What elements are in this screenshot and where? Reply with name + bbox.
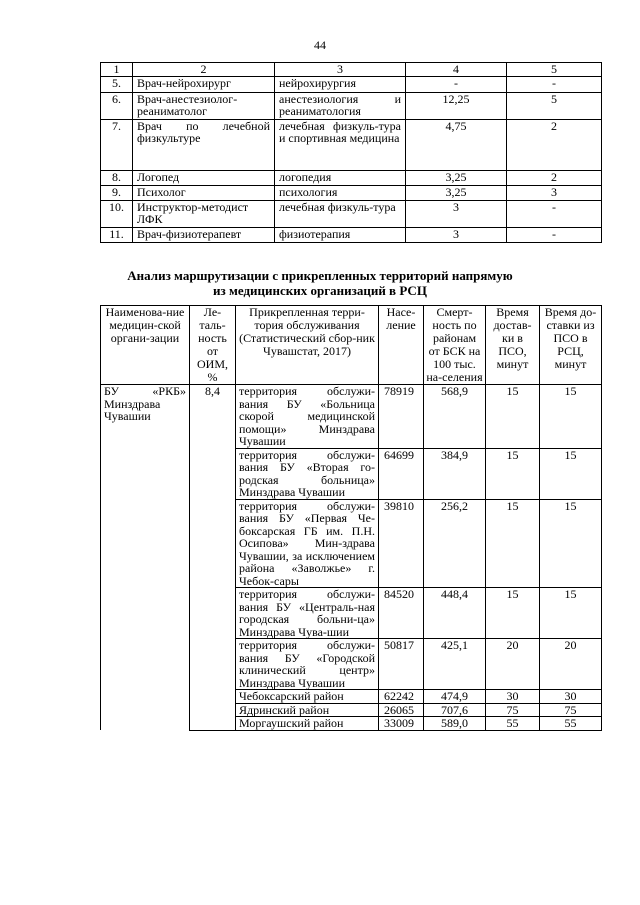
value-cell: -	[507, 200, 602, 227]
position-cell: Инструктор-методист ЛФК	[133, 200, 275, 227]
header-lethality: Ле-таль-ность от ОИМ, %	[190, 306, 236, 385]
delivery-pso-cell: 15	[486, 499, 540, 588]
header-territory: Прикрепленная терри-тория обслуживания (Статистический сбор-ник Чувашстат, 2017)	[236, 306, 379, 385]
table-row	[101, 200, 602, 227]
mortality-cell: 474,9	[424, 690, 486, 704]
position-cell: Психолог	[133, 185, 275, 200]
population-cell: 62242	[379, 690, 424, 704]
territory-cell: территория обслужи-вания БУ «Больница скорой медицинской помощи» Минздрава Чувашии	[236, 385, 379, 449]
page-number: 44	[314, 38, 326, 52]
position-cell: Врач-нейрохирург	[133, 76, 275, 92]
value-cell: 5	[507, 92, 602, 119]
population-cell: 64699	[379, 448, 424, 499]
lethality-cell: 8,4	[190, 385, 236, 731]
table-row	[101, 76, 602, 92]
table-row	[101, 170, 602, 185]
value-cell: 3,25	[406, 185, 507, 200]
delivery-rsc-cell: 75	[540, 703, 602, 717]
delivery-rsc-cell: 15	[540, 588, 602, 639]
header-delivery-pso: Время достав-ки в ПСО, минут	[486, 306, 540, 385]
value-cell: 2	[507, 170, 602, 185]
specialty-cell: анестезиология и реаниматология	[275, 92, 406, 119]
mortality-cell: 568,9	[424, 385, 486, 449]
mortality-cell: 425,1	[424, 639, 486, 690]
specialty-cell: нейрохирургия	[275, 76, 406, 92]
header-cell: 1	[101, 63, 133, 77]
row-number: 8.	[101, 170, 133, 185]
delivery-pso-cell: 15	[486, 385, 540, 449]
value-cell: 3	[406, 227, 507, 242]
population-cell: 84520	[379, 588, 424, 639]
delivery-pso-cell: 30	[486, 690, 540, 704]
position-cell: Логопед	[133, 170, 275, 185]
row-number: 7.	[101, 119, 133, 170]
row-number: 9.	[101, 185, 133, 200]
delivery-pso-cell: 75	[486, 703, 540, 717]
delivery-pso-cell: 15	[486, 448, 540, 499]
value-cell: 12,25	[406, 92, 507, 119]
header-cell: 5	[507, 63, 602, 77]
header-cell: 3	[275, 63, 406, 77]
header-cell: 2	[133, 63, 275, 77]
delivery-rsc-cell: 15	[540, 385, 602, 449]
section-title	[0, 268, 640, 298]
value-cell: 3,25	[406, 170, 507, 185]
value-cell: 4,75	[406, 119, 507, 170]
territory-cell: территория обслужи-вания БУ «Первая Че-боксарская ГБ им. П.Н. Осипова» Мин-здрава Чувашии, за исключением района «Заволжье» г. Чебок-сары	[236, 499, 379, 588]
specialty-cell: физиотерапия	[275, 227, 406, 242]
header-cell: 4	[406, 63, 507, 77]
value-cell: 3	[406, 200, 507, 227]
organization-cell: БУ «РКБ» Минздрава Чувашии	[101, 385, 190, 731]
territory-cell: Ядринский район	[236, 703, 379, 717]
population-cell: 78919	[379, 385, 424, 449]
header-mortality: Смерт-ность по районам от БСК на 100 тыс. на-селения	[424, 306, 486, 385]
specialty-cell: психология	[275, 185, 406, 200]
table-row	[101, 185, 602, 200]
position-cell: Врач-физиотерапевт	[133, 227, 275, 242]
delivery-rsc-cell: 15	[540, 448, 602, 499]
table-header-row	[101, 63, 602, 77]
delivery-rsc-cell: 30	[540, 690, 602, 704]
delivery-rsc-cell: 15	[540, 499, 602, 588]
territory-cell: территория обслужи-вания БУ «Городской клинический центр» Минздрава Чувашии	[236, 639, 379, 690]
header-population: Насе-ление	[379, 306, 424, 385]
specialty-cell: лечебная физкуль-тура	[275, 200, 406, 227]
mortality-cell: 707,6	[424, 703, 486, 717]
position-cell: Врач по лечебной физкультуре	[133, 119, 275, 170]
population-cell: 26065	[379, 703, 424, 717]
section-title-line: из медицинских организаций в РСЦ	[213, 283, 427, 298]
specialists-table	[100, 62, 602, 243]
table-row	[101, 119, 602, 170]
delivery-pso-cell: 55	[486, 717, 540, 731]
table-row	[101, 385, 602, 449]
routing-table	[100, 305, 602, 731]
header-delivery-rsc: Время до-ставки из ПСО в РСЦ, минут	[540, 306, 602, 385]
delivery-rsc-cell: 20	[540, 639, 602, 690]
population-cell: 39810	[379, 499, 424, 588]
position-cell: Врач-анестезиолог-реаниматолог	[133, 92, 275, 119]
mortality-cell: 448,4	[424, 588, 486, 639]
value-cell: -	[507, 227, 602, 242]
specialty-cell: лечебная физкуль-тура и спортивная медицина	[275, 119, 406, 170]
territory-cell: территория обслужи-вания БУ «Вторая го-родская больница» Минздрава Чувашии	[236, 448, 379, 499]
section-title-line: Анализ маршрутизации с прикрепленных территорий напрямую	[127, 268, 513, 283]
value-cell: 3	[507, 185, 602, 200]
territory-cell: территория обслужи-вания БУ «Централь-ная городская больни-ца» Минздрава Чува-шии	[236, 588, 379, 639]
value-cell: 2	[507, 119, 602, 170]
header-org: Наименова-ние медицин-ской органи-зации	[101, 306, 190, 385]
mortality-cell: 589,0	[424, 717, 486, 731]
table-row	[101, 92, 602, 119]
row-number: 10.	[101, 200, 133, 227]
population-cell: 50817	[379, 639, 424, 690]
row-number: 6.	[101, 92, 133, 119]
value-cell: -	[507, 76, 602, 92]
delivery-pso-cell: 15	[486, 588, 540, 639]
row-number: 5.	[101, 76, 133, 92]
table-row	[101, 227, 602, 242]
table-header-row	[101, 306, 602, 385]
territory-cell: Чебоксарский район	[236, 690, 379, 704]
delivery-rsc-cell: 55	[540, 717, 602, 731]
mortality-cell: 384,9	[424, 448, 486, 499]
value-cell: -	[406, 76, 507, 92]
mortality-cell: 256,2	[424, 499, 486, 588]
population-cell: 33009	[379, 717, 424, 731]
delivery-pso-cell: 20	[486, 639, 540, 690]
specialty-cell: логопедия	[275, 170, 406, 185]
row-number: 11.	[101, 227, 133, 242]
territory-cell: Моргаушский район	[236, 717, 379, 731]
